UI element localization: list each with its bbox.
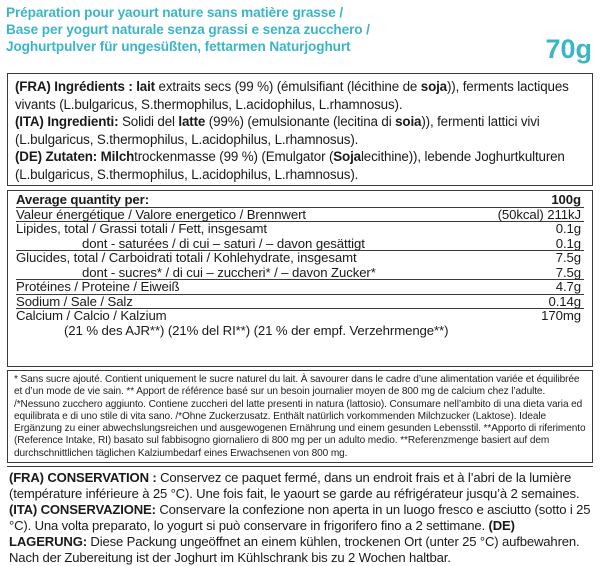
ingredients-german [15,148,585,183]
storage-label-de: (DE) LAGERUNG: [9,518,515,549]
allergen-milk-fr: lait [136,79,155,94]
nutrition-row-saturates [16,237,584,252]
nutrition-row-carbohydrates [16,251,584,266]
nutrition-row-calcium-ri [16,324,584,339]
nutrition-label: Glucides, total / Carboidrati totali / Kohlehydrate, insgesamt [16,250,357,266]
ingredients-text-de-2: lecithine)), lebende Joghurtkulturen (L.bulgaricus, S.thermophilus, L.acidophilus, L.rhamnosus). [15,149,565,182]
nutrition-row-calcium [16,309,584,324]
nutrition-label: Valeur énergétique / Valore energetico / Brennwert [16,206,306,222]
ingredients-text-it-1: (99%) (emulsionante (lecitina di [205,114,396,130]
storage-label-it: (ITA) CONSERVAZIONE: [9,502,156,517]
nutrition-label: dont - saturées / di cui – saturi / – davon gesättigt [82,235,365,251]
ingredients-text-de-1: trockenmasse (99 %) (Emulgator ( [134,149,334,165]
nutrition-row-fat [16,222,584,237]
nutrition-row-protein [16,280,584,295]
nutrition-label: Calcium / Calcio / Kalzium [16,308,167,324]
nutrition-value: 0.1g [555,235,581,251]
allergen-soy-it: soia [395,114,422,130]
storage-label-fr: (FRA) CONSERVATION : [9,470,161,485]
nutrition-row-energy [16,208,584,223]
title-french: Préparation pour yaourt nature sans matière grasse / [6,5,344,20]
ingredients-text-it-2: )), fermenti lattici vivi (L.bulgaricus, S.thermophilus, L.acidophilus, L.rhamnosus). [15,114,540,147]
ingredients-text-fr-2: )), ferments lactiques vivants (L.bulgaricus, S.thermophilus, L.acidophilus, L.rhamnosus). [15,79,569,112]
nutrition-header-value: 100g [551,192,581,207]
nutrition-row-sugars [16,266,584,281]
ingredients-label-it: (ITA) Ingredienti: [15,114,122,130]
allergen-milk-de: Milch [100,149,135,165]
nutrition-value: 0.14g [548,293,581,309]
footnote-text: * Sans sucre ajouté. Contient uniquement le sucre naturel du lait. À savourer dans le cadre d’une alimentation variée et équilibrée et d’un mode de vie sain. ** Apport de référence basé sur un besoin journalier moyen de 800 mg de calcium chez l’adulte. /*Nessuno zucchero aggiunto. Contiene zuccheri del latte presenti in natura (lattosio). Consumare nell’ambito di una dieta varia ed equilibrata e di uno stile di vita sano. /*Ohne Zuckerzusatz. Enthält natürlich vorkommenden Milchzucker (Laktose). Ideale Ergänzung zu einer abwechslungsreichen und ausgewogenen Ernährung und einem gesunden Lebensstil. **Apporto di riferimento (Reference Intake, RI) basato sul fabbisogno giornaliero di 800 mg per un adulto medio. **Referenzmenge basiert auf dem durchschnittlichen täglichen Kalziumbedarf eines Erwachsenen von 800 mg. [14,374,586,459]
nutrition-row-salt [16,295,584,310]
nutrition-value: 0.1g [555,221,581,237]
allergen-soy-fr: soja [420,79,447,94]
ingredients-french [15,78,585,113]
nutrition-label: Protéines / Proteine / Eiweiß [16,279,180,295]
allergen-milk-it: latte [178,114,206,130]
nutrition-value: (50kcal) 211kJ [497,206,581,222]
net-weight: 70g [545,34,592,64]
storage-instructions [7,466,593,565]
nutrition-value: 170mg [541,308,581,324]
ingredients-text-it-0: Solidi del [122,114,179,130]
nutrition-label: (21 % des AJR**) (21% del RI**) (21 % der empf. Verzehrmenge**) [64,322,449,338]
nutrition-value: 7.5g [555,250,581,266]
footnote-box [7,370,593,463]
storage-text-it: Conservare la confezione non aperta in un luogo fresco e asciutto (sotto i 25 °C). Una volta preparato, lo yogurt si può conservare in frigorifero fino a 2 settimane. [9,502,591,533]
nutrition-value: 7.5g [555,264,581,280]
allergen-soy-de: Soja [333,149,361,165]
nutrition-header-row [16,193,584,208]
ingredients-label-fr: (FRA) Ingrédients : [15,79,137,94]
nutrition-header-label: Average quantity per: [16,192,149,207]
nutrition-value: 4.7g [555,279,581,295]
storage-text-de: Diese Packung ungeöffnet an einem kühlen, trockenen Ort (unter 25 °C) aufbewahren. Nach der Zubereitung ist der Joghurt im Kühlschrank bis zu 2 Wochen haltbar. [9,534,580,565]
nutrition-label: Lipides, total / Grassi totali / Fett, insgesamt [16,221,267,237]
title-german: Joghurtpulver für ungesüßten, fettarmen Naturjoghurt [6,39,351,54]
ingredients-italian [15,113,585,148]
storage-text-fr: Conservez ce paquet fermé, dans un endroit frais et à l’abri de la lumière (température inférieure à 25 °C). Une fois fait, le yaourt se garde au réfrigérateur jusqu’à 2 semaines. [9,470,580,501]
ingredients-label-de: (DE) Zutaten: [15,149,101,165]
ingredients-text-fr-1: extraits secs (99 %) (émulsifiant (lécithine de [154,79,421,94]
product-title-block [6,4,594,70]
nutrition-table [7,190,593,367]
nutrition-label: Sodium / Sale / Salz [16,293,133,309]
nutrition-label: dont - sucres* / di cui – zuccheri* / – davon Zucker* [82,264,376,280]
ingredients-box [7,73,593,186]
title-italian: Base per yogurt naturale senza grassi e senza zucchero / [6,22,370,37]
